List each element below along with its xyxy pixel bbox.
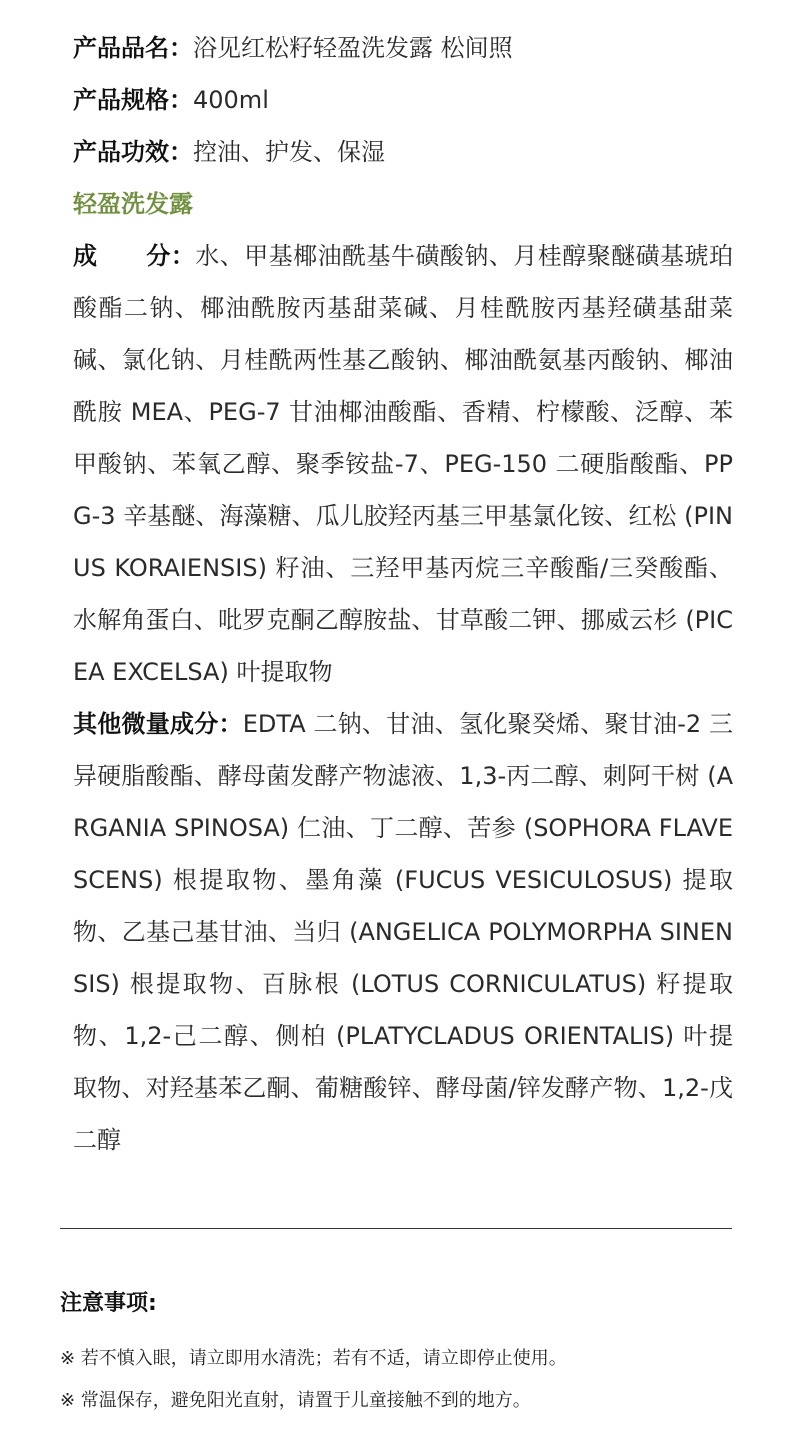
minor-ingredients-text: EDTA 二钠、甘油、氢化聚癸烯、聚甘油-2 三异硬脂酸酯、酵母菌发酵产物滤液、1,3-丙二醇、刺阿干树 (ARGANIA SPINOSA) 仁油、丁二醇、苦参 (SOPHORA FLAVESCENS) 根提取物、墨角藻 (FUCUS VESICULOSUS) 提取物、乙基己基甘油、当归 (ANGELICA POLYMORPHA SINENSIS) 根提取物、百脉根 (LOTUS CORNICULATUS) 籽提取物、1,2-己二醇、侧柏 (PLATYCLADUS ORIENTALIS) 叶提取物、对羟基苯乙酮、葡糖酸锌、酵母菌/锌发酵产物、1,2-戊二醇: [73, 710, 734, 1154]
product-effect-value: 控油、护发、保湿: [193, 138, 385, 166]
notice-item-eye-contact: ※ 若不慎入眼，请立即用水清洗；若有不适，请立即停止使用。: [60, 1348, 567, 1369]
section-heading: 轻盈洗发露: [73, 190, 193, 218]
ingredients-text: 水、甲基椰油酰基牛磺酸钠、月桂醇聚醚磺基琥珀酸酯二钠、椰油酰胺丙基甜菜碱、月桂酰胺丙基羟磺基甜菜碱、氯化钠、月桂酰两性基乙酸钠、椰油酰氨基丙酸钠、椰油酰胺 MEA、PEG-7 甘油椰油酸酯、香精、柠檬酸、泛醇、苯甲酸钠、苯氧乙醇、聚季铵盐-7、PEG-150 二硬脂酸酯、PPG-3 辛基醚、海藻糖、瓜儿胶羟丙基三甲基氯化铵、红松 (PINUS KORAIENSIS) 籽油、三羟甲基丙烷三辛酸酯/三癸酸酯、水解角蛋白、吡罗克酮乙醇胺盐、甘草酸二钾、挪威云杉 (PICEA EXCELSA) 叶提取物: [73, 242, 734, 686]
product-effect-label: 产品功效：: [73, 138, 193, 166]
product-name-row: [73, 22, 733, 74]
ingredients-paragraph: [73, 230, 733, 698]
notice-block: [60, 1284, 740, 1422]
minor-ingredients-label: 其他微量成分：: [73, 710, 243, 738]
section-divider: [60, 1228, 732, 1229]
product-spec-label: 产品规格：: [73, 86, 193, 114]
product-effect-row: [73, 126, 733, 178]
notice-title: 注意事项:: [60, 1291, 157, 1316]
notice-item-storage: ※ 常温保存，避免阳光直射，请置于儿童接触不到的地方。: [60, 1390, 531, 1411]
ingredients-label: 成 分：: [73, 242, 196, 270]
product-name-label: 产品品名：: [73, 34, 193, 62]
product-spec-block: [73, 22, 733, 1166]
product-spec-value: 400ml: [193, 86, 269, 114]
product-spec-row: [73, 74, 733, 126]
product-name-value: 浴见红松籽轻盈洗发露 松间照: [193, 34, 513, 62]
minor-ingredients-paragraph: [73, 698, 733, 1166]
